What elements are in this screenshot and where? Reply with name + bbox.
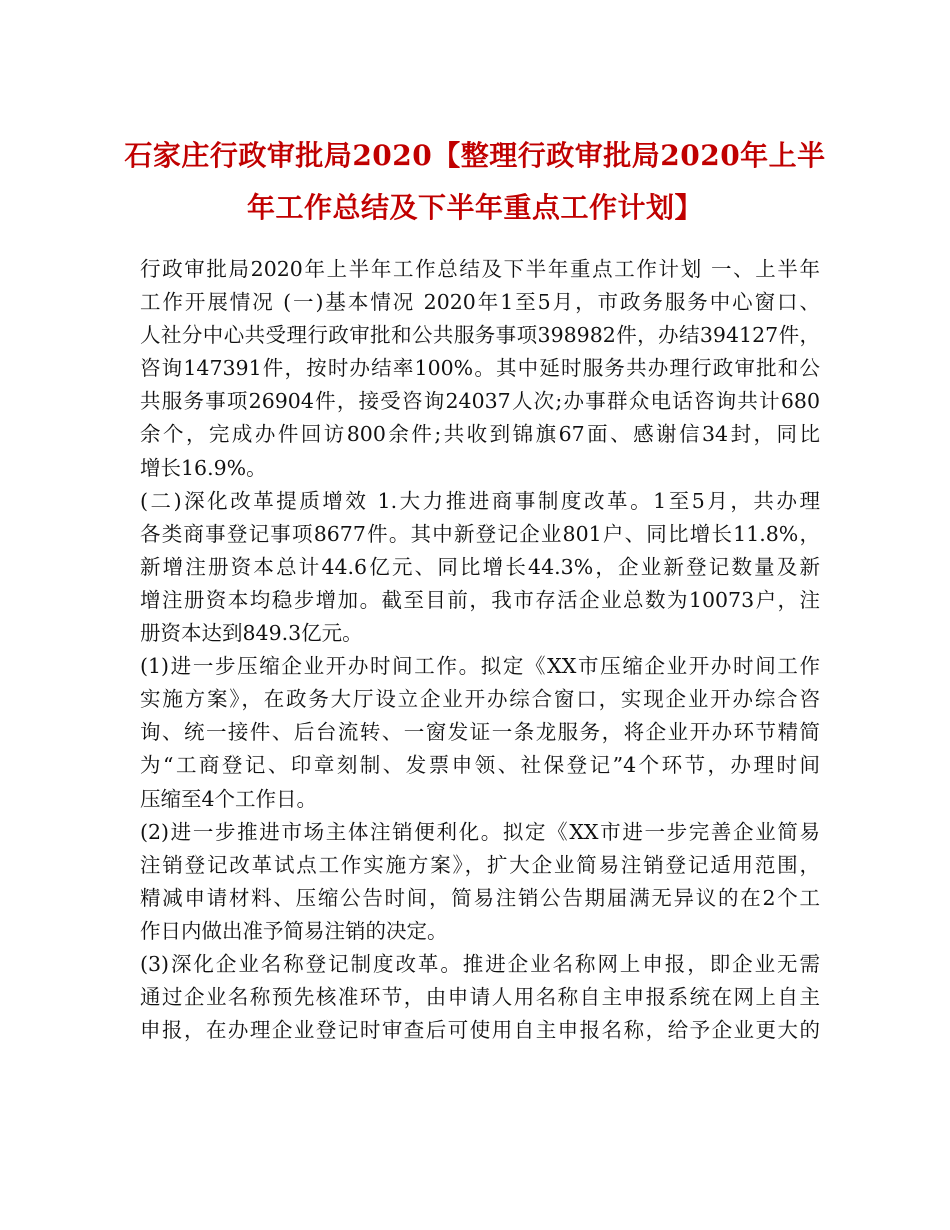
body-line: 注销登记改革试点工作实施方案》，扩大企业简易注销登记适用范围，: [140, 852, 820, 877]
body-line: 通过企业名称预先核准环节，由申请人用名称自主申报系统在网上自主: [140, 985, 820, 1010]
body-line: 咨询147391件，按时办结率100%。其中延时服务共办理行政审批和公: [140, 356, 820, 381]
body-line: 新增注册资本总计44.6亿元、同比增长44.3%，企业新登记数量及新: [140, 554, 820, 579]
body-line: 余个，完成办件回访800余件;共收到锦旗67面、感谢信34封，同比: [140, 422, 820, 447]
body-line: 压缩至4个工作日。: [140, 786, 318, 811]
body-line: 为“工商登记、印章刻制、发票申领、社保登记”4个环节，办理时间: [140, 753, 820, 778]
body-line: 册资本达到849.3亿元。: [140, 621, 363, 646]
body-line: 行政审批局2020年上半年工作总结及下半年重点工作计划 一、上半年: [140, 257, 820, 281]
body-line: 增长16.9%。: [140, 455, 267, 480]
body-line: 实施方案》，在政务大厅设立企业开办综合窗口，实现企业开办综合咨: [140, 687, 820, 712]
body-line: (1)进一步压缩企业开办时间工作。拟定《XX市压缩企业开办时间工作: [140, 654, 820, 679]
document-body: [140, 253, 820, 1047]
title-line-1: 石家庄行政审批局2020【整理行政审批局2020年上半: [124, 139, 826, 172]
body-line: 作日内做出准予简易注销的决定。: [140, 918, 448, 943]
body-line: 共服务事项26904件，接受咨询24037人次;办事群众电话咨询共计680: [140, 389, 820, 414]
body-line: 询、统一接件、后台流转、一窗发证一条龙服务，将企业开办环节精简: [140, 720, 820, 745]
body-line: (二)深化改革提质增效 1.大力推进商事制度改革。1至5月，共办理: [140, 488, 820, 513]
body-line: 精减申请材料、压缩公告时间，简易注销公告期届满无异议的在2个工: [140, 885, 820, 910]
body-line: 各类商事登记事项8677件。其中新登记企业801户、同比增长11.8%，: [140, 521, 820, 546]
body-line: 人社分中心共受理行政审批和公共服务事项398982件，办结394127件，: [140, 323, 820, 348]
body-line: 申报，在办理企业登记时审查后可使用自主申报名称，给予企业更大的: [140, 1018, 820, 1043]
body-line: 工作开展情况 (一)基本情况 2020年1至5月，市政务服务中心窗口、: [140, 290, 820, 315]
body-line: 增注册资本均稳步增加。截至目前，我市存活企业总数为10073户，注: [140, 587, 820, 612]
body-line: (2)进一步推进市场主体注销便利化。拟定《XX市进一步完善企业简易: [140, 819, 820, 844]
body-line: (3)深化企业名称登记制度改革。推进企业名称网上申报，即企业无需: [140, 951, 820, 976]
document-title: [120, 130, 830, 234]
title-line-2: 年工作总结及下半年重点工作计划】: [246, 191, 703, 224]
